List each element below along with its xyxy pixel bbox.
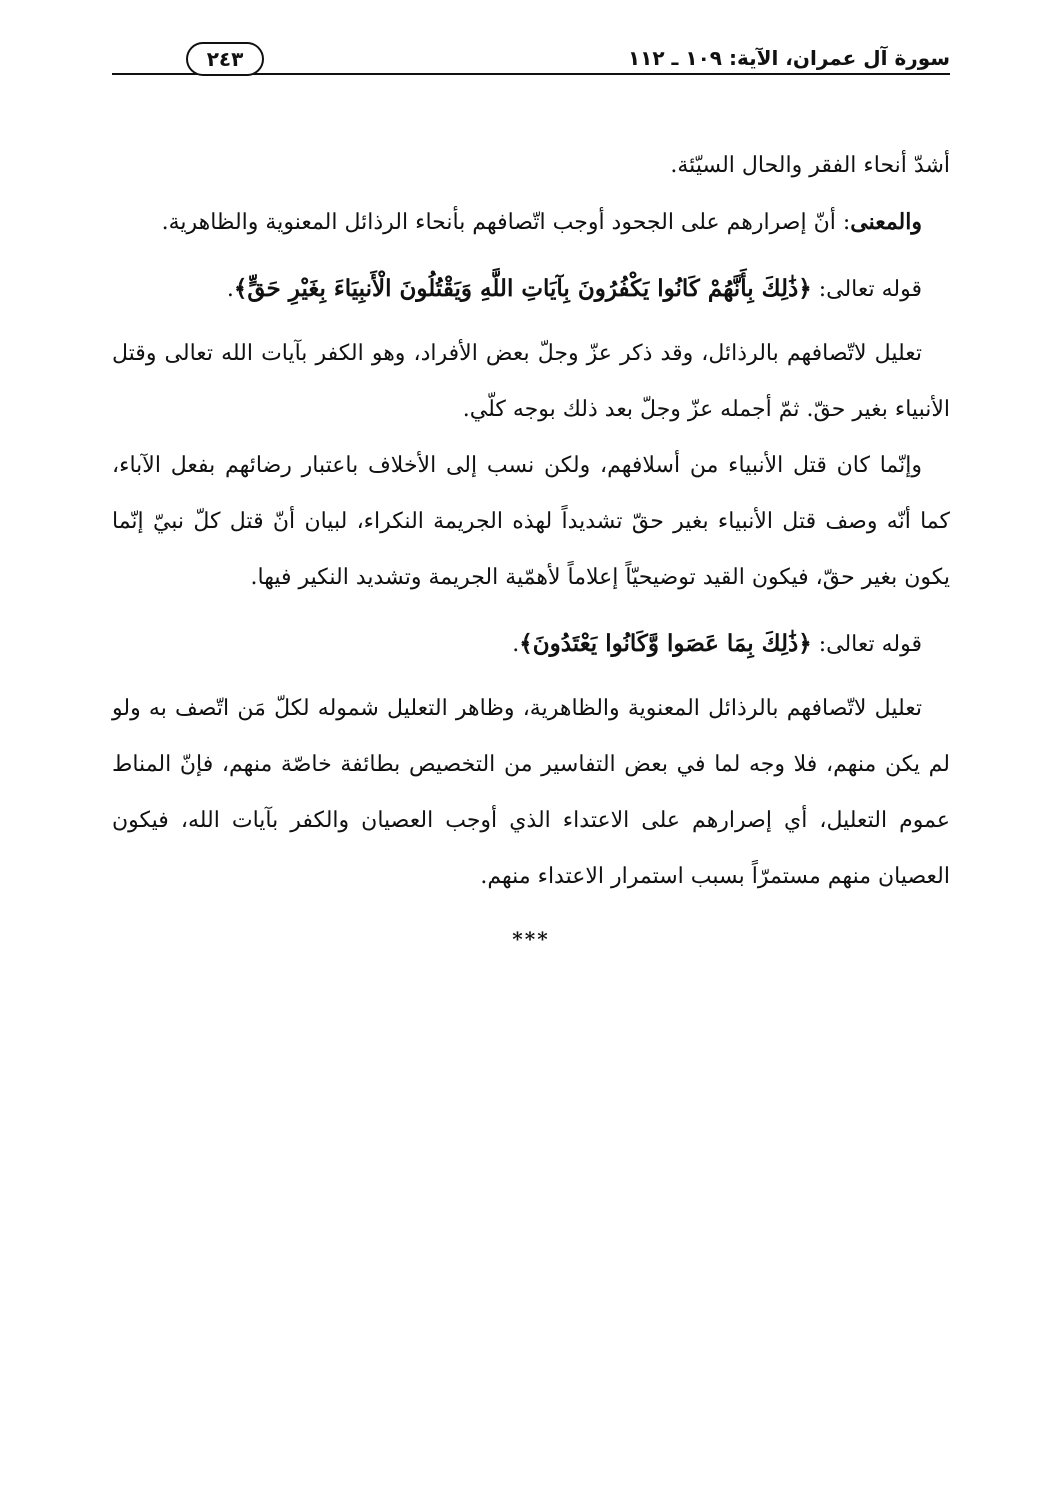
- paragraph-4: وإنّما كان قتل الأنبياء من أسلافهم، ولكن نسب إلى الأخلاف باعتبار رضائهم بفعل الآباء، كما أنّه وصف قتل الأنبياء بغير حقّ تشديداً لهذه الجريمة النكراء، لبيان أنّ قتل كلّ نبيّ إنّما يكون بغير حقّ، فيكون القيد توضيحيّاً إعلاماً لأهمّية الجريمة وتشديد النكير فيها.: [112, 453, 950, 590]
- paragraph-3: تعليل لاتّصافهم بالرذائل، وقد ذكر عزّ وجلّ بعض الأفراد، وهو الكفر بآيات الله تعالى وقتل الأنبياء بغير حقّ. ثمّ أجمله عزّ وجلّ بعد ذلك بوجه كلّي.: [112, 341, 950, 422]
- citation-intro: قوله تعالى:: [811, 277, 922, 302]
- quran-verse-2: ﴿ذَٰلِكَ بِمَا عَصَوا وَّكَانُوا يَعْتَدُونَ﴾: [519, 630, 812, 657]
- meaning-text: : أنّ إصرارهم على الجحود أوجب اتّصافهم بأنحاء الرذائل المعنوية والظاهرية.: [161, 210, 851, 235]
- quran-verse-1: ﴿ذَٰلِكَ بِأَنَّهُمْ كَانُوا يَكْفُرُونَ بِآيَاتِ اللَّهِ وَيَقْتُلُونَ الْأَنبِيَاءَ بِغَيْرِ حَقٍّ﴾: [233, 275, 812, 302]
- citation-intro: قوله تعالى:: [811, 632, 922, 657]
- page-header: [112, 38, 950, 90]
- paragraph-5: تعليل لاتّصافهم بالرذائل المعنوية والظاهرية، وظاهر التعليل شموله لكلّ مَن اتّصف به ولو لم يكن منهم، فلا وجه لما في بعض التفاسير من التخصيص بطائفة خاصّة منهم، فإنّ المناط عموم التعليل، أي إصرارهم على الاعتداء الذي أوجب العصيان والكفر بآيات الله، فيكون العصيان منهم مستمرّاً بسبب استمرار الاعتداء منهم.: [112, 696, 950, 889]
- section-separator: ***: [512, 927, 550, 951]
- citation-end: .: [226, 277, 234, 302]
- paragraph-meaning: [112, 194, 950, 251]
- page-number-badge: ٢٤٣: [186, 42, 264, 76]
- quran-citation-1: [112, 261, 950, 318]
- surah-heading: سورة آل عمران، الآية: ١٠٩ ـ ١١٢: [627, 46, 950, 70]
- page-body: [112, 138, 950, 967]
- paragraph-1: أشدّ أنحاء الفقر والحال السيّئة.: [670, 153, 950, 178]
- citation-end: .: [512, 632, 520, 657]
- quran-citation-2: [112, 616, 950, 673]
- meaning-label: والمعنى: [850, 209, 922, 235]
